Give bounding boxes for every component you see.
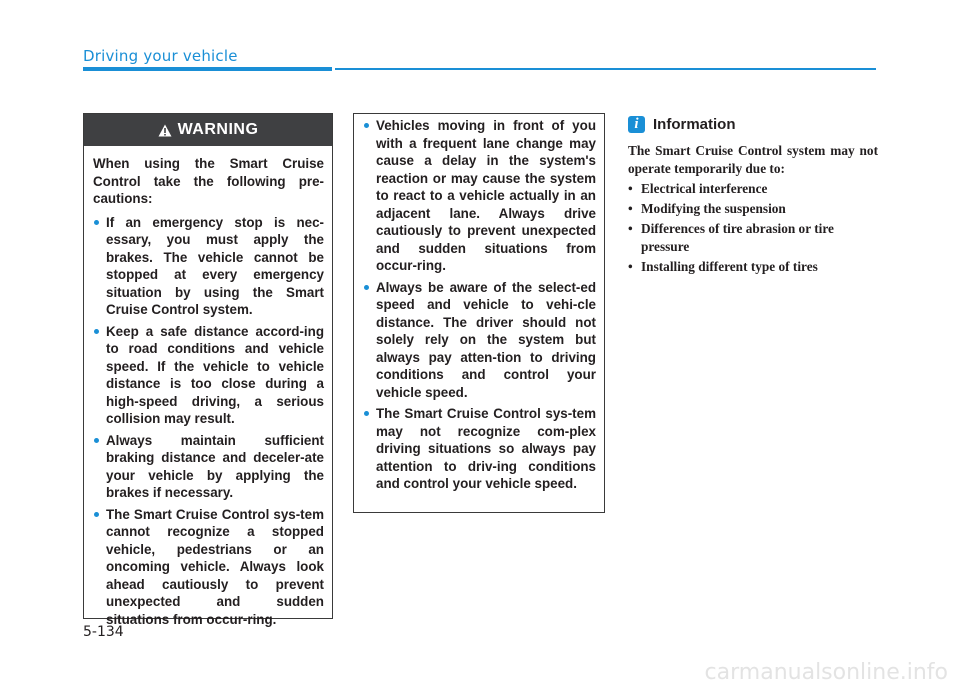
header-rule-thin <box>335 68 876 70</box>
information-list <box>628 180 878 276</box>
page-number: 5-134 <box>83 624 124 640</box>
warning-title: WARNING <box>177 121 259 138</box>
warning-list <box>93 214 324 629</box>
warning-header <box>84 114 332 146</box>
warning-item: Keep a safe distance accord-ing to road conditions and vehicle speed. If the vehicle to vehicle distance is too close during a high-speed driving, a serious collision may result. <box>93 323 324 428</box>
header-rule-thick <box>83 67 332 71</box>
warning-continued-box <box>353 113 605 513</box>
warning-item: The Smart Cruise Control sys-tem cannot recognize a stopped vehicle, pedestrians or an oncoming vehicle. Always look ahead cautiously to prevent unexpected and sudden situations from occur-ring. <box>93 506 324 629</box>
warning-item: The Smart Cruise Control sys-tem may not recognize com-plex driving situations so always pay attention to driv-ing conditions and control your vehicle speed. <box>363 405 596 493</box>
information-item: • Differences of tire abrasion or tire pressure <box>628 220 878 256</box>
information-body <box>628 142 878 278</box>
warning-continued-body <box>354 114 604 493</box>
watermark: carmanualsonline.info <box>704 660 948 685</box>
info-icon: i <box>628 116 645 133</box>
information-item: • Installing different type of tires <box>628 258 878 276</box>
warning-item: Always be aware of the select-ed speed and vehicle to vehi-cle distance. The driver should not solely rely on the system but always pay atten-tion to driving conditions and control your vehicle speed. <box>363 279 596 402</box>
information-title: Information <box>653 116 736 133</box>
warning-body <box>84 146 332 628</box>
warning-item: Always maintain sufficient braking distance and deceler-ate your vehicle by applying the brakes if necessary. <box>93 432 324 502</box>
warning-intro: When using the Smart Cruise Control take the following pre-cautions: <box>93 156 324 206</box>
warning-item: Vehicles moving in front of you with a frequent lane change may cause a delay in the system's reaction or may cause the system to react to a vehicle actually in an adjacent lane. Always drive cautiously to prevent unexpected and sudden situations from occur-ring. <box>363 117 596 275</box>
information-intro: The Smart Cruise Control system may not operate temporarily due to: <box>628 143 878 176</box>
information-item: • Electrical interference <box>628 180 878 198</box>
warning-continued-list <box>363 117 596 493</box>
warning-triangle-icon <box>158 124 172 137</box>
section-title: Driving your vehicle <box>83 47 238 65</box>
warning-item: If an emergency stop is nec-essary, you must apply the brakes. The vehicle cannot be stopped at every emergency situation by using the Smart Cruise Control system. <box>93 214 324 319</box>
warning-box <box>83 113 333 627</box>
information-item: • Modifying the suspension <box>628 200 878 218</box>
information-heading <box>628 116 736 133</box>
